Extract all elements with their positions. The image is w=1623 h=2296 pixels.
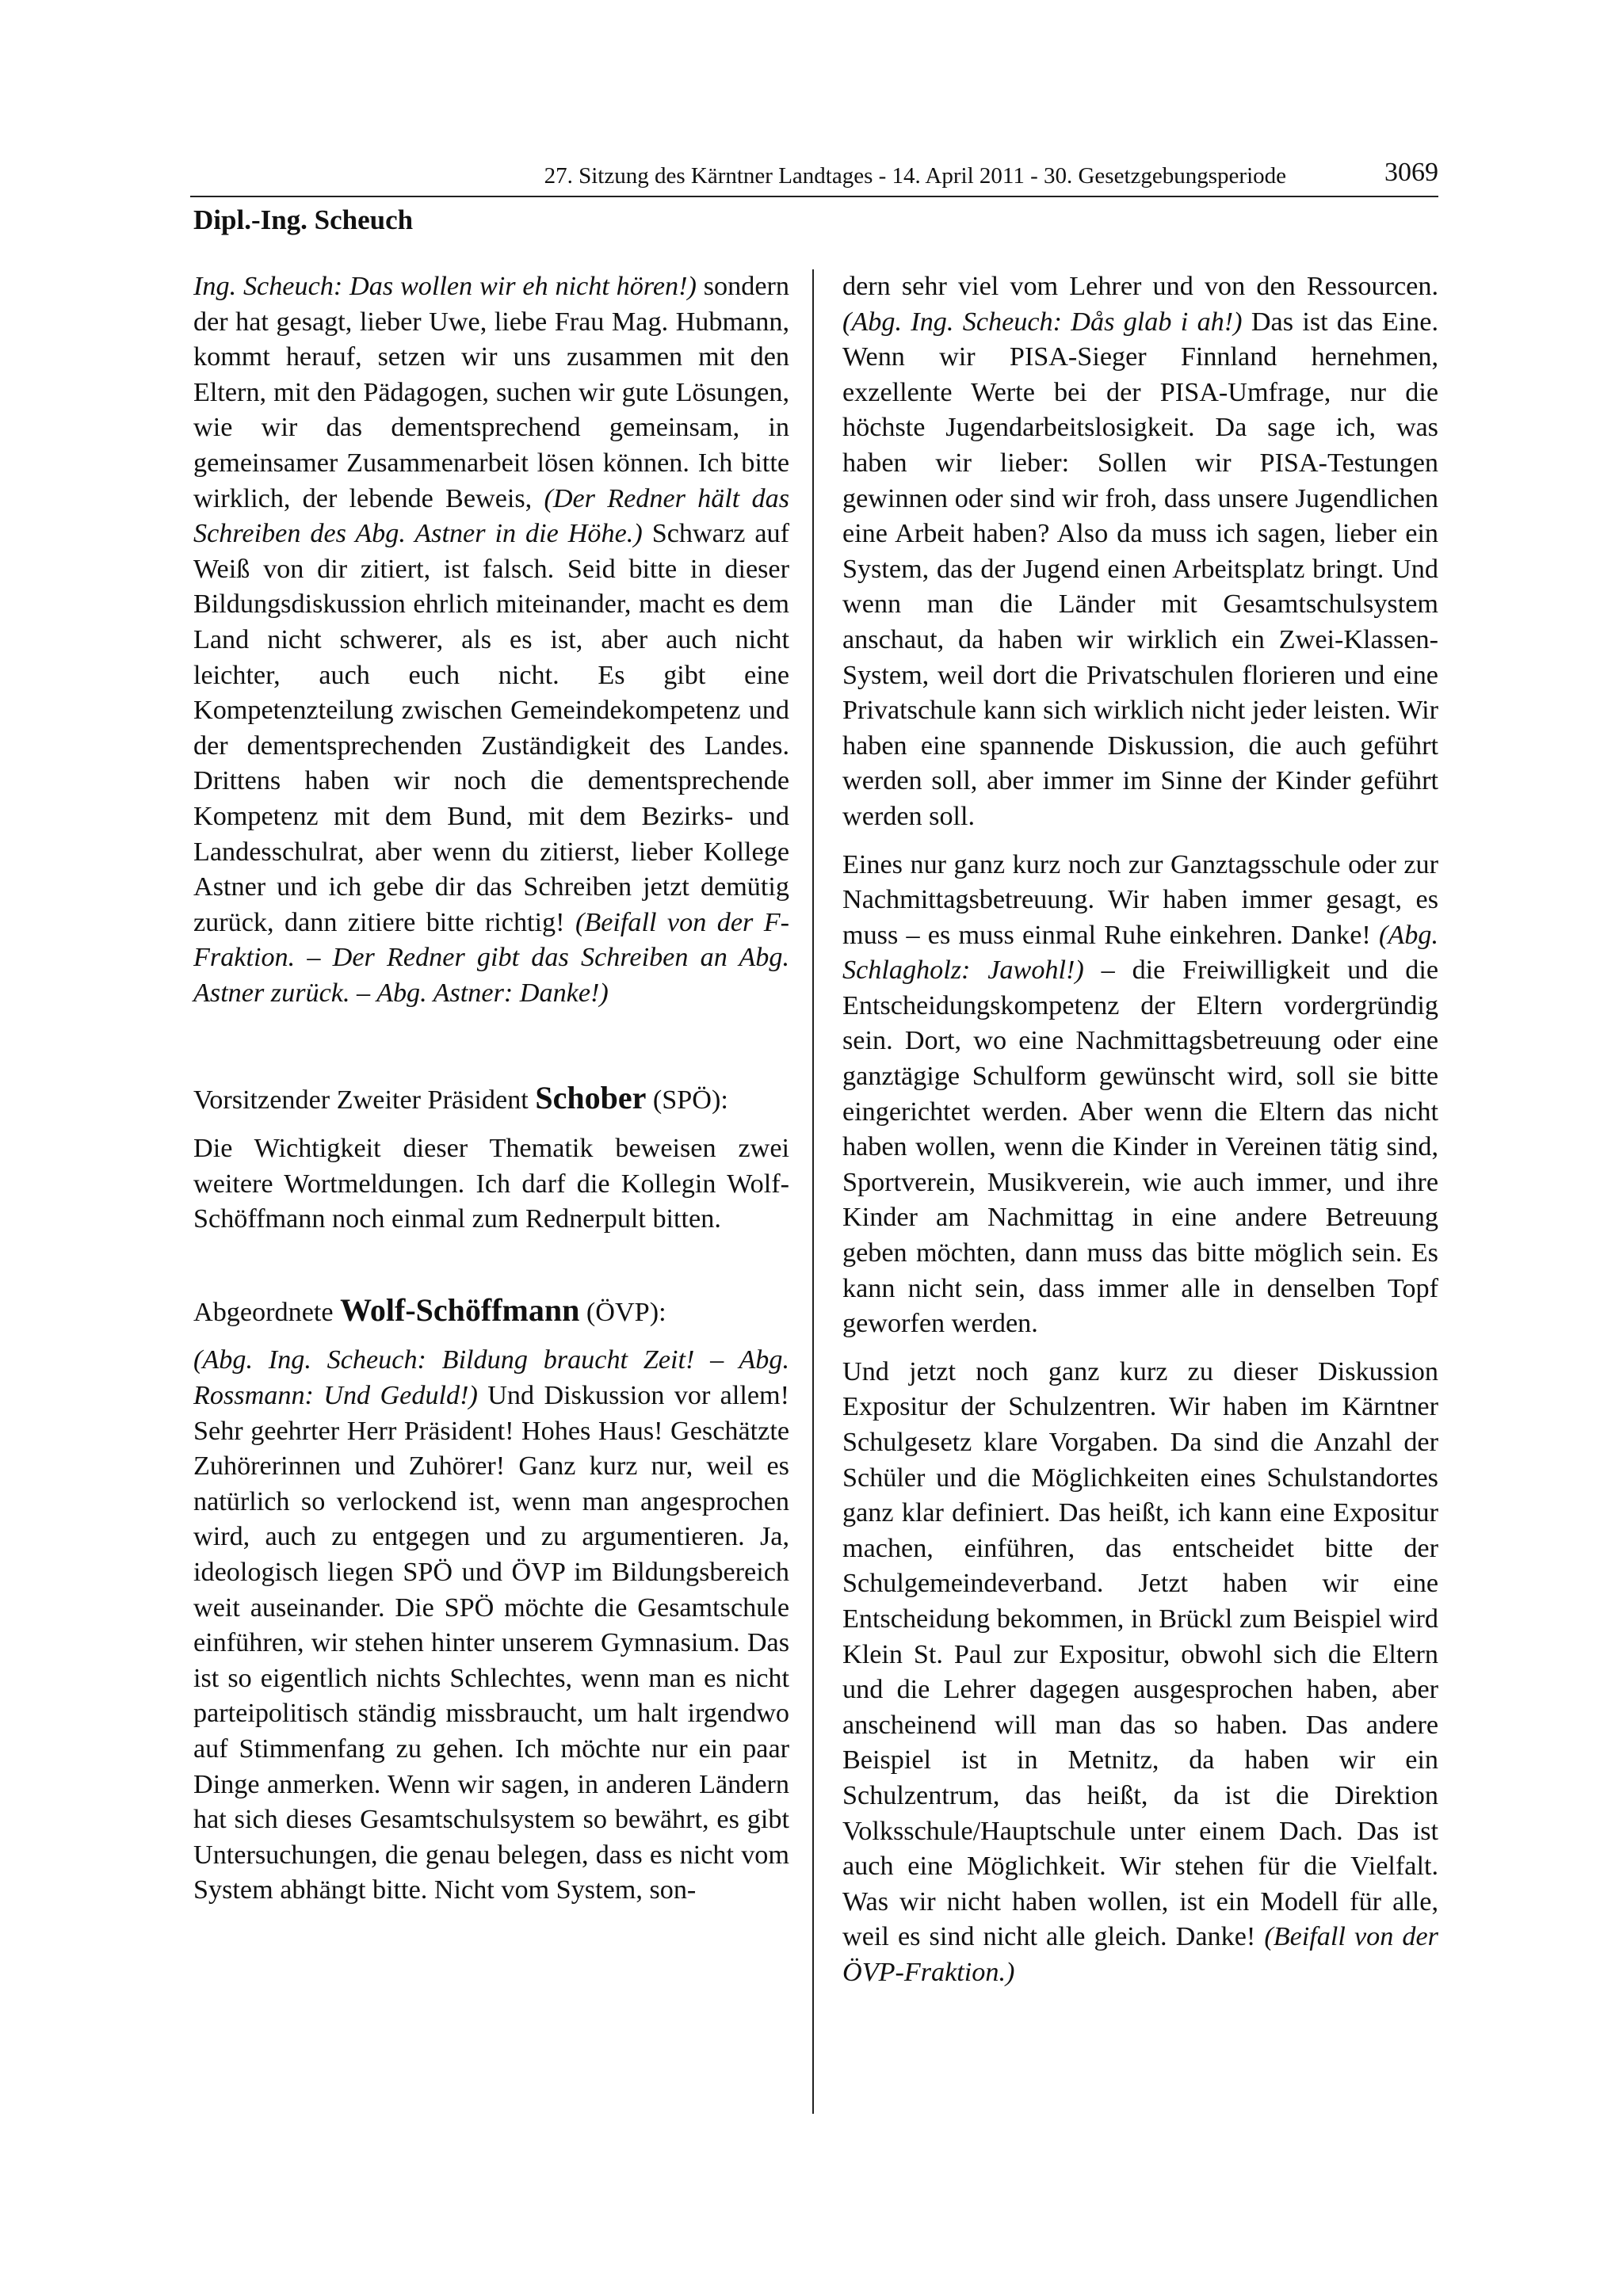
- speech-text: Das ist das Eine. Wenn wir PISA-Sieger Finnland hernehmen, exzellente Werte bei der PISA-Umfrage, nur die höchste Jugendarbeitslosigkeit. Da sage ich, was haben wir lieber: Sollen wir PISA-Testungen gewinnen oder sind wir froh, dass unsere Jugendlichen eine Arbeit haben? Also da muss ich sagen, lieber ein System, das der Jugend einen Arbeitsplatz bringt. Und wenn man die Länder mit Gesamtschulsystem anschaut, da haben wir wirklich ein Zwei-Klassen-System, weil dort die Privatschulen florieren und eine Privatschule kann sich wirklich nicht jeder leisten. Wir haben eine spannende Diskussion, die auch geführt werden soll, aber immer im Sinne der Kinder geführt werden soll.: [842, 307, 1438, 831]
- speaker-heading: [193, 1293, 789, 1331]
- speech-text: Eines nur ganz kurz noch zur Ganztagsschule oder zur Nachmittagsbetreuung. Wir haben immer gesagt, es muss – es muss einmal Ruhe einkehren. Danke!: [842, 849, 1438, 950]
- interjection: (Der Redner hält das Schreiben des Abg. Astner in die Höhe.): [193, 483, 789, 549]
- speaker-party: (ÖVP):: [579, 1297, 666, 1327]
- speech-text: Und jetzt noch ganz kurz zu dieser Diskussion Expositur der Schulzentren. Wir haben im Kärntner Schulgesetz klare Vorgaben. Da sind die Anzahl der Schüler und die Möglichkeiten eines Schulstandortes ganz klar definiert. Das heißt, ich kann eine Expositur machen, einführen, das entscheidet bitte der Schulgemeindeverband. Jetzt haben wir eine Entscheidung bekommen, in Brückl zum Beispiel wird Klein St. Paul zur Expositur, obwohl sich die Eltern und die Lehrer dagegen ausgesprochen haben, aber anscheinend will man das so haben. Das andere Beispiel ist in Metnitz, da haben wir ein Schulzentrum, das heißt, da ist die Direktion Volksschule/Hauptschule unter einem Dach. Das ist auch eine Möglichkeit. Wir stehen für die Vielfalt. Was wir nicht haben wollen, ist ein Modell für alle, weil es sind nicht alle gleich. Danke!: [842, 1356, 1438, 1952]
- speaker-role: Abgeordnete: [193, 1297, 341, 1327]
- speech-text: Und Diskussion vor allem! Sehr geehrter Herr Präsident! Hohes Haus! Geschätzte Zuhörerinnen und Zuhörer! Ganz kurz nur, weil es natürlich so verlockend ist, wenn man angesprochen wird, auch zu entgegen und zu argumentieren. Ja, ideologisch liegen SPÖ und ÖVP im Bildungsbereich weit auseinander. Die SPÖ möchte die Gesamtschule einführen, wir stehen hinter unserem Gymnasium. Das ist so eigentlich nichts Schlechtes, wenn man es nicht parteipolitisch ständig missbraucht, um halt irgendwo auf Stimmenfang zu gehen. Ich möchte nur ein paar Dinge anmerken. Wenn wir sagen, in anderen Ländern hat sich dieses Gesamtschulsystem so bewährt, es gibt Untersuchungen, die genau belegen, dass es nicht vom System abhängt bitte. Nicht vom System, son-: [193, 1381, 789, 1905]
- speech-text: dern sehr viel vom Lehrer und von den Ressourcen.: [842, 272, 1438, 301]
- interjection: (Abg. Ing. Scheuch: Bildung braucht Zeit! – Abg. Rossmann: Und Geduld!): [193, 1345, 789, 1411]
- interjection: (Beifall von der F-Fraktion. – Der Redner gibt das Schreiben an Abg. Astner zurück. – Abg. Astner: Danke!): [193, 907, 789, 1008]
- speaker-party: (SPÖ):: [646, 1085, 728, 1116]
- speech-text: sondern der hat gesagt, lieber Uwe, liebe Frau Mag. Hubmann, kommt herauf, setzen wir uns zusammen mit den Eltern, mit den Pädagogen, suchen wir gute Lösungen, wie wir das dementsprechend gemeinsam, in gemeinsamer Zusammenarbeit lösen können. Ich bitte wirklich, der lebende Beweis,: [193, 272, 789, 513]
- speech-paragraph: [193, 1343, 789, 1909]
- speaker-name: Wolf-Schöffmann: [340, 1291, 580, 1328]
- speaker-role: Vorsitzender Zweiter Präsident: [193, 1085, 536, 1116]
- column-divider: [812, 269, 814, 2114]
- speaker-name: Schober: [535, 1080, 647, 1116]
- speech-paragraph: [193, 269, 789, 1011]
- speech-paragraph: [842, 1355, 1438, 1991]
- interjection: Ing. Scheuch: Das wollen wir eh nicht hören!): [193, 272, 697, 301]
- header-rule: [190, 196, 1438, 197]
- speech-text: Schwarz auf Weiß von dir zitiert, ist falsch. Seid bitte in dieser Bildungsdiskussion ehrlich miteinander, macht es dem Land nicht schwerer, als es ist, aber auch nicht leichter, auch euch nicht. Es gibt eine Kompetenzteilung zwischen Gemeindekompetenz und der dementsprechenden Zuständigkeit des Landes. Drittens haben wir noch die dementsprechende Kompetenz mit dem Bund, mit dem Bezirks- und Landesschulrat, aber wenn du zitierst, lieber Kollege Astner und ich gebe dir das Schreiben jetzt demütig zurück, dann zitiere bitte richtig!: [193, 519, 790, 937]
- speech-paragraph: Die Wichtigkeit dieser Thematik beweisen zwei weitere Wortmeldungen. Ich darf die Kollegin Wolf-Schöffmann noch einmal zum Rednerpult bitten.: [193, 1134, 789, 1234]
- page-number: 3069: [1384, 158, 1438, 187]
- speech-paragraph: [842, 848, 1438, 1342]
- speech-text: – die Freiwilligkeit und die Entscheidungskompetenz der Eltern vordergründig sein. Dort, wo eine Nachmittagsbetreuung oder eine ganztägige Schulform gewünscht wird, soll sie bitte eingerichtet werden. Aber wenn die Eltern das nicht haben wollen, wenn die Kinder in Vereinen tätig sind, Sportverein, Musikverein, wie auch immer, und ihre Kinder am Nachmittag in eine andere Betreuung geben möchten, dann muss das bitte möglich sein. Es kann nicht sein, dass immer alle in denselben Topf geworfen werden.: [842, 955, 1438, 1339]
- interjection: (Beifall von der ÖVP-Fraktion.): [842, 1922, 1438, 1987]
- page-header: [190, 155, 1438, 196]
- interjection: (Abg. Ing. Scheuch: Dås glab i ah!): [842, 307, 1243, 337]
- speaker-heading: [193, 1081, 789, 1119]
- left-column: [193, 269, 789, 1909]
- session-title: 27. Sitzung des Kärntner Landtages - 14. April 2011 - 30. Gesetzgebungsperiode: [544, 163, 1286, 189]
- speech-paragraph: [842, 269, 1438, 835]
- interjection: (Abg. Schlagholz: Jawohl!): [842, 920, 1438, 986]
- running-speaker-name: Dipl.-Ing. Scheuch: [193, 204, 414, 235]
- right-column: [842, 269, 1438, 1991]
